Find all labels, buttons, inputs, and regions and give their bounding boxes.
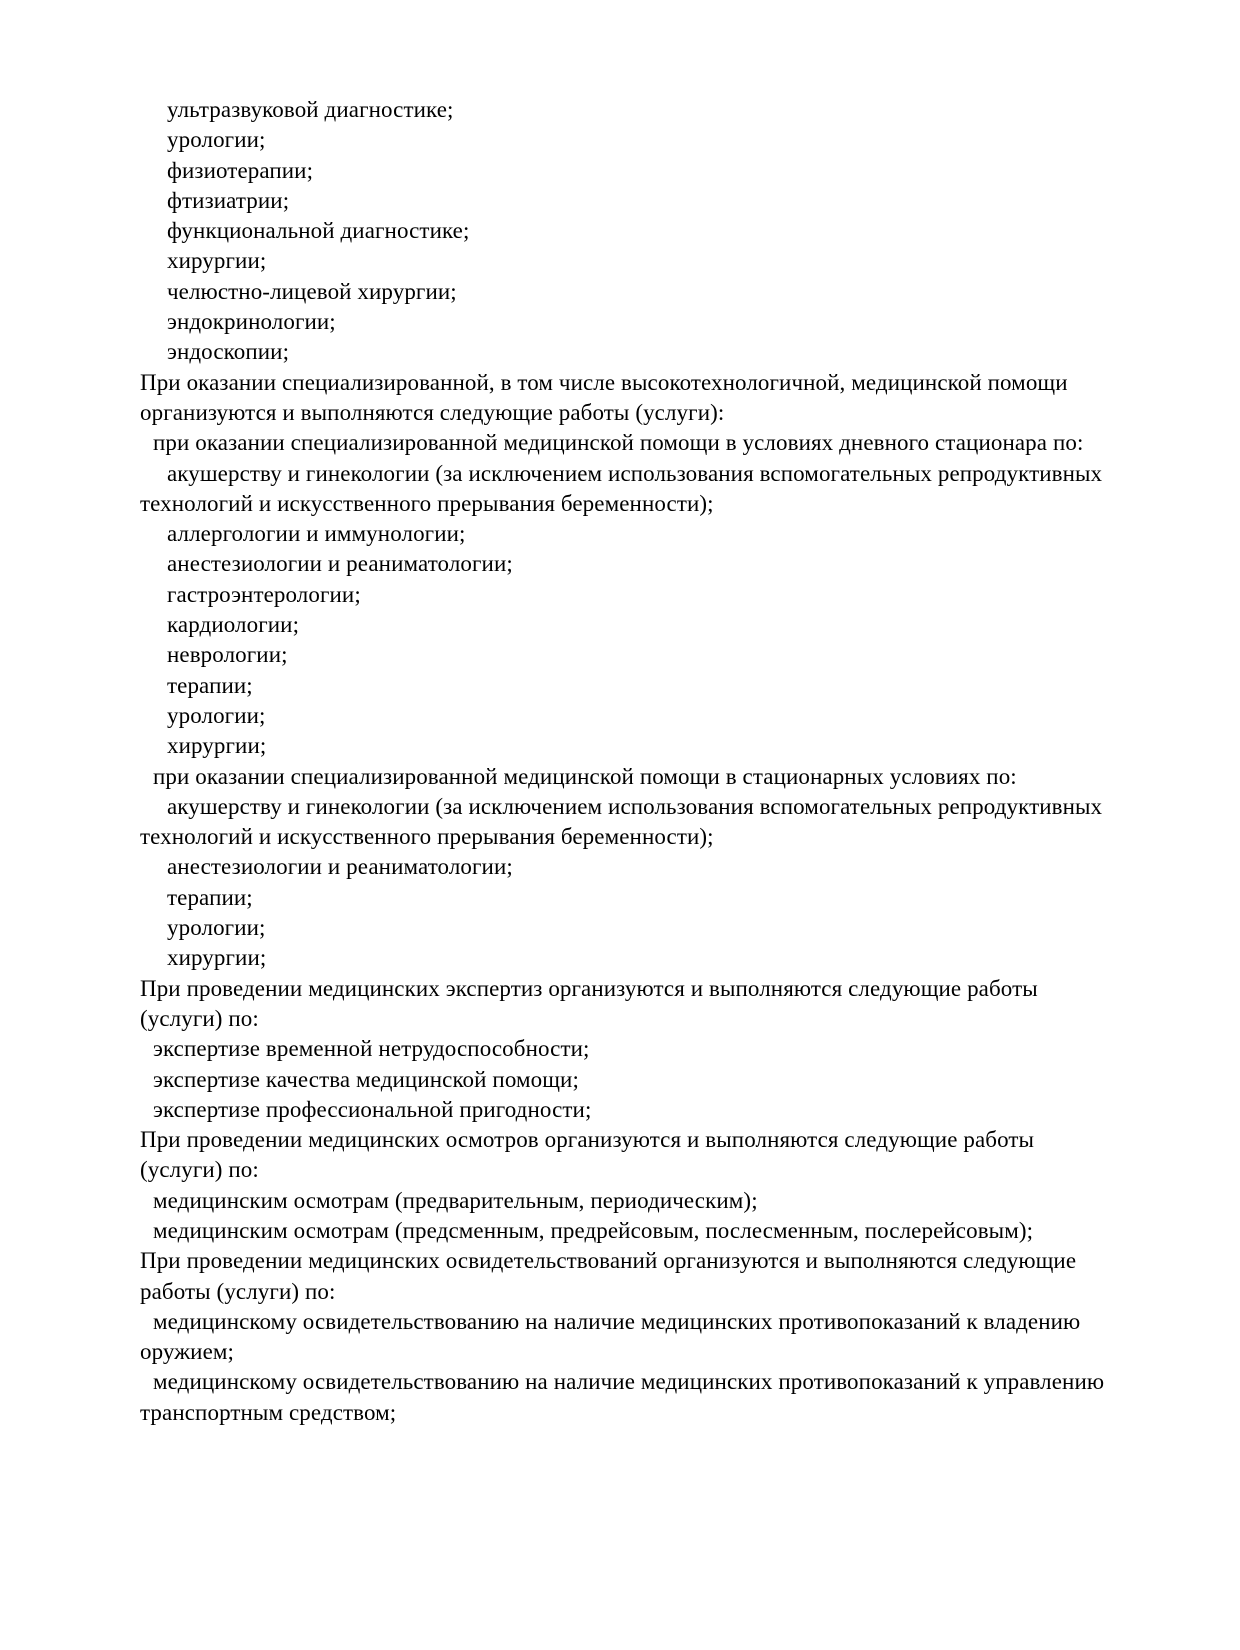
text-line: организуются и выполняются следующие работы (услуги): xyxy=(140,399,725,425)
text-line: (услуги) по: xyxy=(140,1005,259,1031)
text-line: экспертизе временной нетрудоспособности; xyxy=(153,1036,590,1062)
text-line: при оказании специализированной медицинской помощи в стационарных условиях по: xyxy=(153,763,1017,789)
text-line: неврологии; xyxy=(167,642,288,668)
text-line: акушерству и гинекологии (за исключением использования вспомогательных репродуктивных xyxy=(167,793,1103,819)
text-line: медицинским осмотрам (предварительным, периодическим); xyxy=(153,1187,758,1213)
text-line: фтизиатрии; xyxy=(167,187,290,213)
text-line: при оказании специализированной медицинской помощи в условиях дневного стационара по: xyxy=(153,430,1084,456)
text-line: оружием; xyxy=(140,1339,235,1365)
text-line: акушерству и гинекологии (за исключением использования вспомогательных репродуктивных xyxy=(167,460,1103,486)
text-line: гастроэнтерологии; xyxy=(167,581,361,607)
text-line: экспертизе качества медицинской помощи; xyxy=(153,1066,579,1092)
text-line: хирургии; xyxy=(167,733,267,759)
text-line: челюстно-лицевой хирургии; xyxy=(167,278,457,304)
text-line: медицинскому освидетельствованию на наличие медицинских противопоказаний к управлению xyxy=(153,1369,1105,1395)
text-line: кардиологии; xyxy=(167,612,300,638)
text-line: хирургии; xyxy=(167,248,267,274)
text-line: работы (услуги) по: xyxy=(140,1278,336,1304)
text-line: терапии; xyxy=(167,672,253,698)
text-line: При проведении медицинских освидетельствований организуются и выполняются следующие xyxy=(140,1248,1077,1274)
text-line: При проведении медицинских осмотров организуются и выполняются следующие работы xyxy=(140,1127,1035,1153)
text-line: урологии; xyxy=(167,915,266,941)
text-line: эндоскопии; xyxy=(167,339,290,365)
text-line: анестезиологии и реаниматологии; xyxy=(167,854,513,880)
text-line: экспертизе профессиональной пригодности; xyxy=(153,1096,592,1122)
text-line: медицинскому освидетельствованию на наличие медицинских противопоказаний к владению xyxy=(153,1308,1081,1334)
document-text-block xyxy=(140,95,1215,1428)
text-line: анестезиологии и реаниматологии; xyxy=(167,551,513,577)
text-line: хирургии; xyxy=(167,945,267,971)
text-line: (услуги) по: xyxy=(140,1157,259,1183)
text-line: технологий и искусственного прерывания беременности); xyxy=(140,824,714,850)
text-line: медицинским осмотрам (предсменным, предрейсовым, послесменным, послерейсовым); xyxy=(153,1217,1034,1243)
text-line: терапии; xyxy=(167,884,253,910)
text-line: эндокринологии; xyxy=(167,309,336,335)
text-line: урологии; xyxy=(167,127,266,153)
text-line: технологий и искусственного прерывания беременности); xyxy=(140,490,714,516)
text-line: При оказании специализированной, в том числе высокотехнологичной, медицинской помощи xyxy=(140,369,1068,395)
text-line: транспортным средством; xyxy=(140,1399,397,1425)
text-line: ультразвуковой диагностике; xyxy=(167,97,454,122)
text-line: При проведении медицинских экспертиз организуются и выполняются следующие работы xyxy=(140,975,1038,1001)
text-line: физиотерапии; xyxy=(167,157,314,183)
text-line: аллергологии и иммунологии; xyxy=(167,521,466,547)
text-line: урологии; xyxy=(167,702,266,728)
text-line: функциональной диагностике; xyxy=(167,218,470,244)
